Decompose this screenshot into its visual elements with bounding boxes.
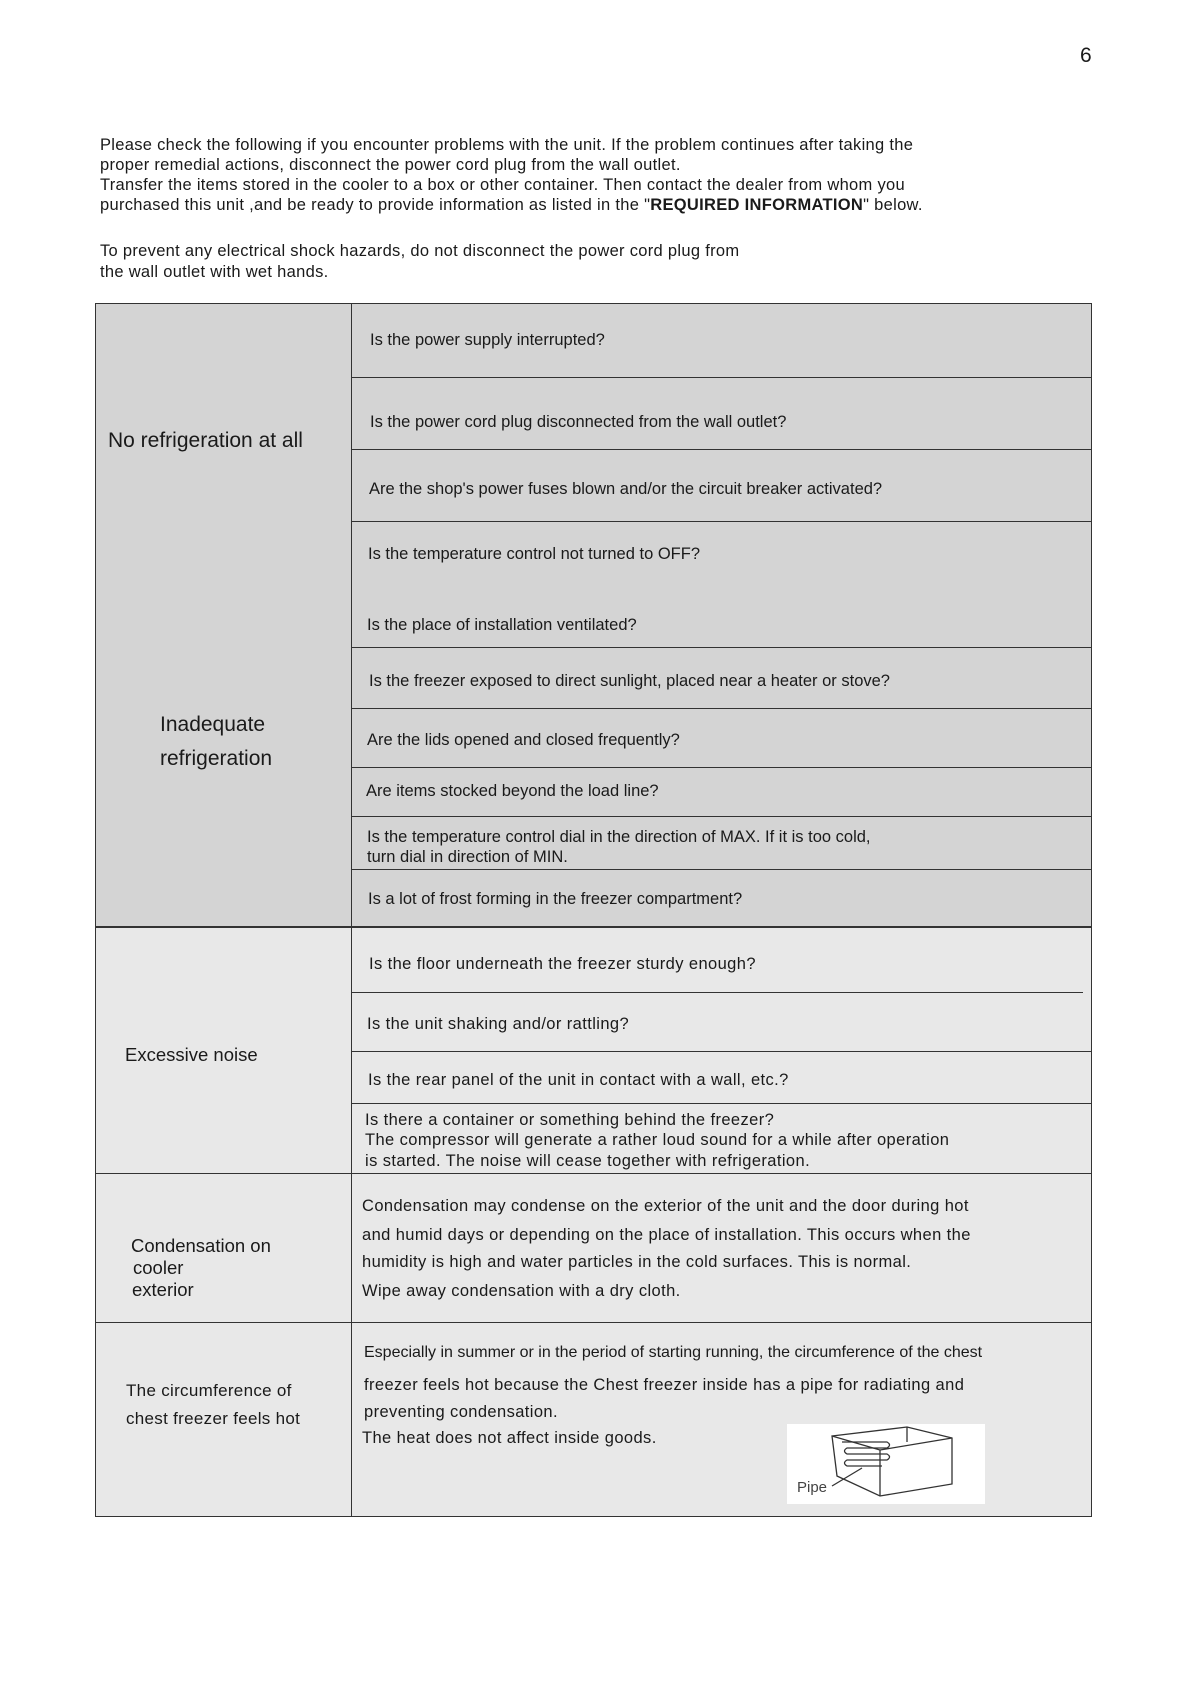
check-item: is started. The noise will cease together with refrigeration. — [365, 1152, 811, 1170]
intro-line: Please check the following if you encounter problems with the unit. If the problem continues after taking the — [100, 136, 914, 154]
intro-text: purchased this unit ,and be ready to provide information as listed in the " — [100, 196, 651, 214]
check-item: Is there a container or something behind the freezer? — [365, 1111, 775, 1129]
problem-feels-hot: chest freezer feels hot — [126, 1409, 301, 1428]
page-number: 6 — [1080, 44, 1092, 67]
check-item: Is the place of installation ventilated? — [367, 616, 637, 634]
problem-feels-hot: The circumference of — [126, 1381, 292, 1400]
problem-inadequate-refrigeration: Inadequate — [160, 713, 266, 736]
check-item: Is the floor underneath the freezer sturdy enough? — [369, 955, 756, 973]
check-item: Is the temperature control dial in the direction of MAX. If it is too cold, — [367, 828, 871, 846]
check-item: Is the unit shaking and/or rattling? — [367, 1015, 630, 1033]
intro-line — [100, 195, 923, 215]
check-item: Is the power cord plug disconnected from the wall outlet? — [370, 413, 787, 431]
explanation-line: Condensation may condense on the exterior of the unit and the door during hot — [362, 1197, 969, 1215]
check-item: Is the power supply interrupted? — [370, 331, 605, 349]
check-item: Is the freezer exposed to direct sunlight, placed near a heater or stove? — [369, 672, 890, 690]
explanation-line: freezer feels hot because the Chest freezer inside has a pipe for radiating and — [364, 1376, 965, 1394]
problem-no-refrigeration: No refrigeration at all — [108, 429, 303, 452]
intro-line: proper remedial actions, disconnect the power cord plug from the wall outlet. — [100, 156, 681, 174]
explanation-line: The heat does not affect inside goods. — [362, 1429, 657, 1447]
warning-line: To prevent any electrical shock hazards, do not disconnect the power cord plug from — [100, 242, 740, 260]
check-item: The compressor will generate a rather loud sound for a while after operation — [365, 1131, 950, 1149]
check-item: Are the shop's power fuses blown and/or the circuit breaker activated? — [369, 480, 883, 498]
explanation-line: preventing condensation. — [364, 1403, 558, 1421]
warning-line: the wall outlet with wet hands. — [100, 263, 329, 281]
explanation-line: Especially in summer or in the period of starting running, the circumference of the chest — [364, 1344, 983, 1361]
check-item: turn dial in direction of MIN. — [367, 848, 568, 866]
intro-text: " below. — [863, 196, 923, 214]
required-information: REQUIRED INFORMATION — [650, 196, 864, 214]
problem-excessive-noise: Excessive noise — [125, 1044, 258, 1065]
check-item: Is the rear panel of the unit in contact with a wall, etc.? — [368, 1071, 789, 1089]
intro-line: Transfer the items stored in the cooler to a box or other container. Then contact the dealer from whom you — [100, 176, 905, 194]
problem-condensation: Condensation on — [131, 1235, 271, 1256]
check-item: Is the temperature control not turned to OFF? — [368, 545, 700, 563]
pipe-label: Pipe — [797, 1479, 828, 1496]
explanation-line: Wipe away condensation with a dry cloth. — [362, 1282, 681, 1300]
problem-inadequate-refrigeration: refrigeration — [160, 747, 273, 770]
explanation-line: and humid days or depending on the place of installation. This occurs when the — [362, 1226, 971, 1244]
pipe-diagram — [787, 1424, 985, 1504]
check-item: Is a lot of frost forming in the freezer compartment? — [368, 890, 743, 908]
explanation-line: humidity is high and water particles in the cold surfaces. This is normal. — [362, 1253, 912, 1271]
check-item: Are items stocked beyond the load line? — [366, 782, 659, 800]
problem-condensation: cooler — [133, 1257, 184, 1278]
check-item: Are the lids opened and closed frequently? — [367, 731, 680, 749]
problem-condensation: exterior — [132, 1279, 194, 1300]
